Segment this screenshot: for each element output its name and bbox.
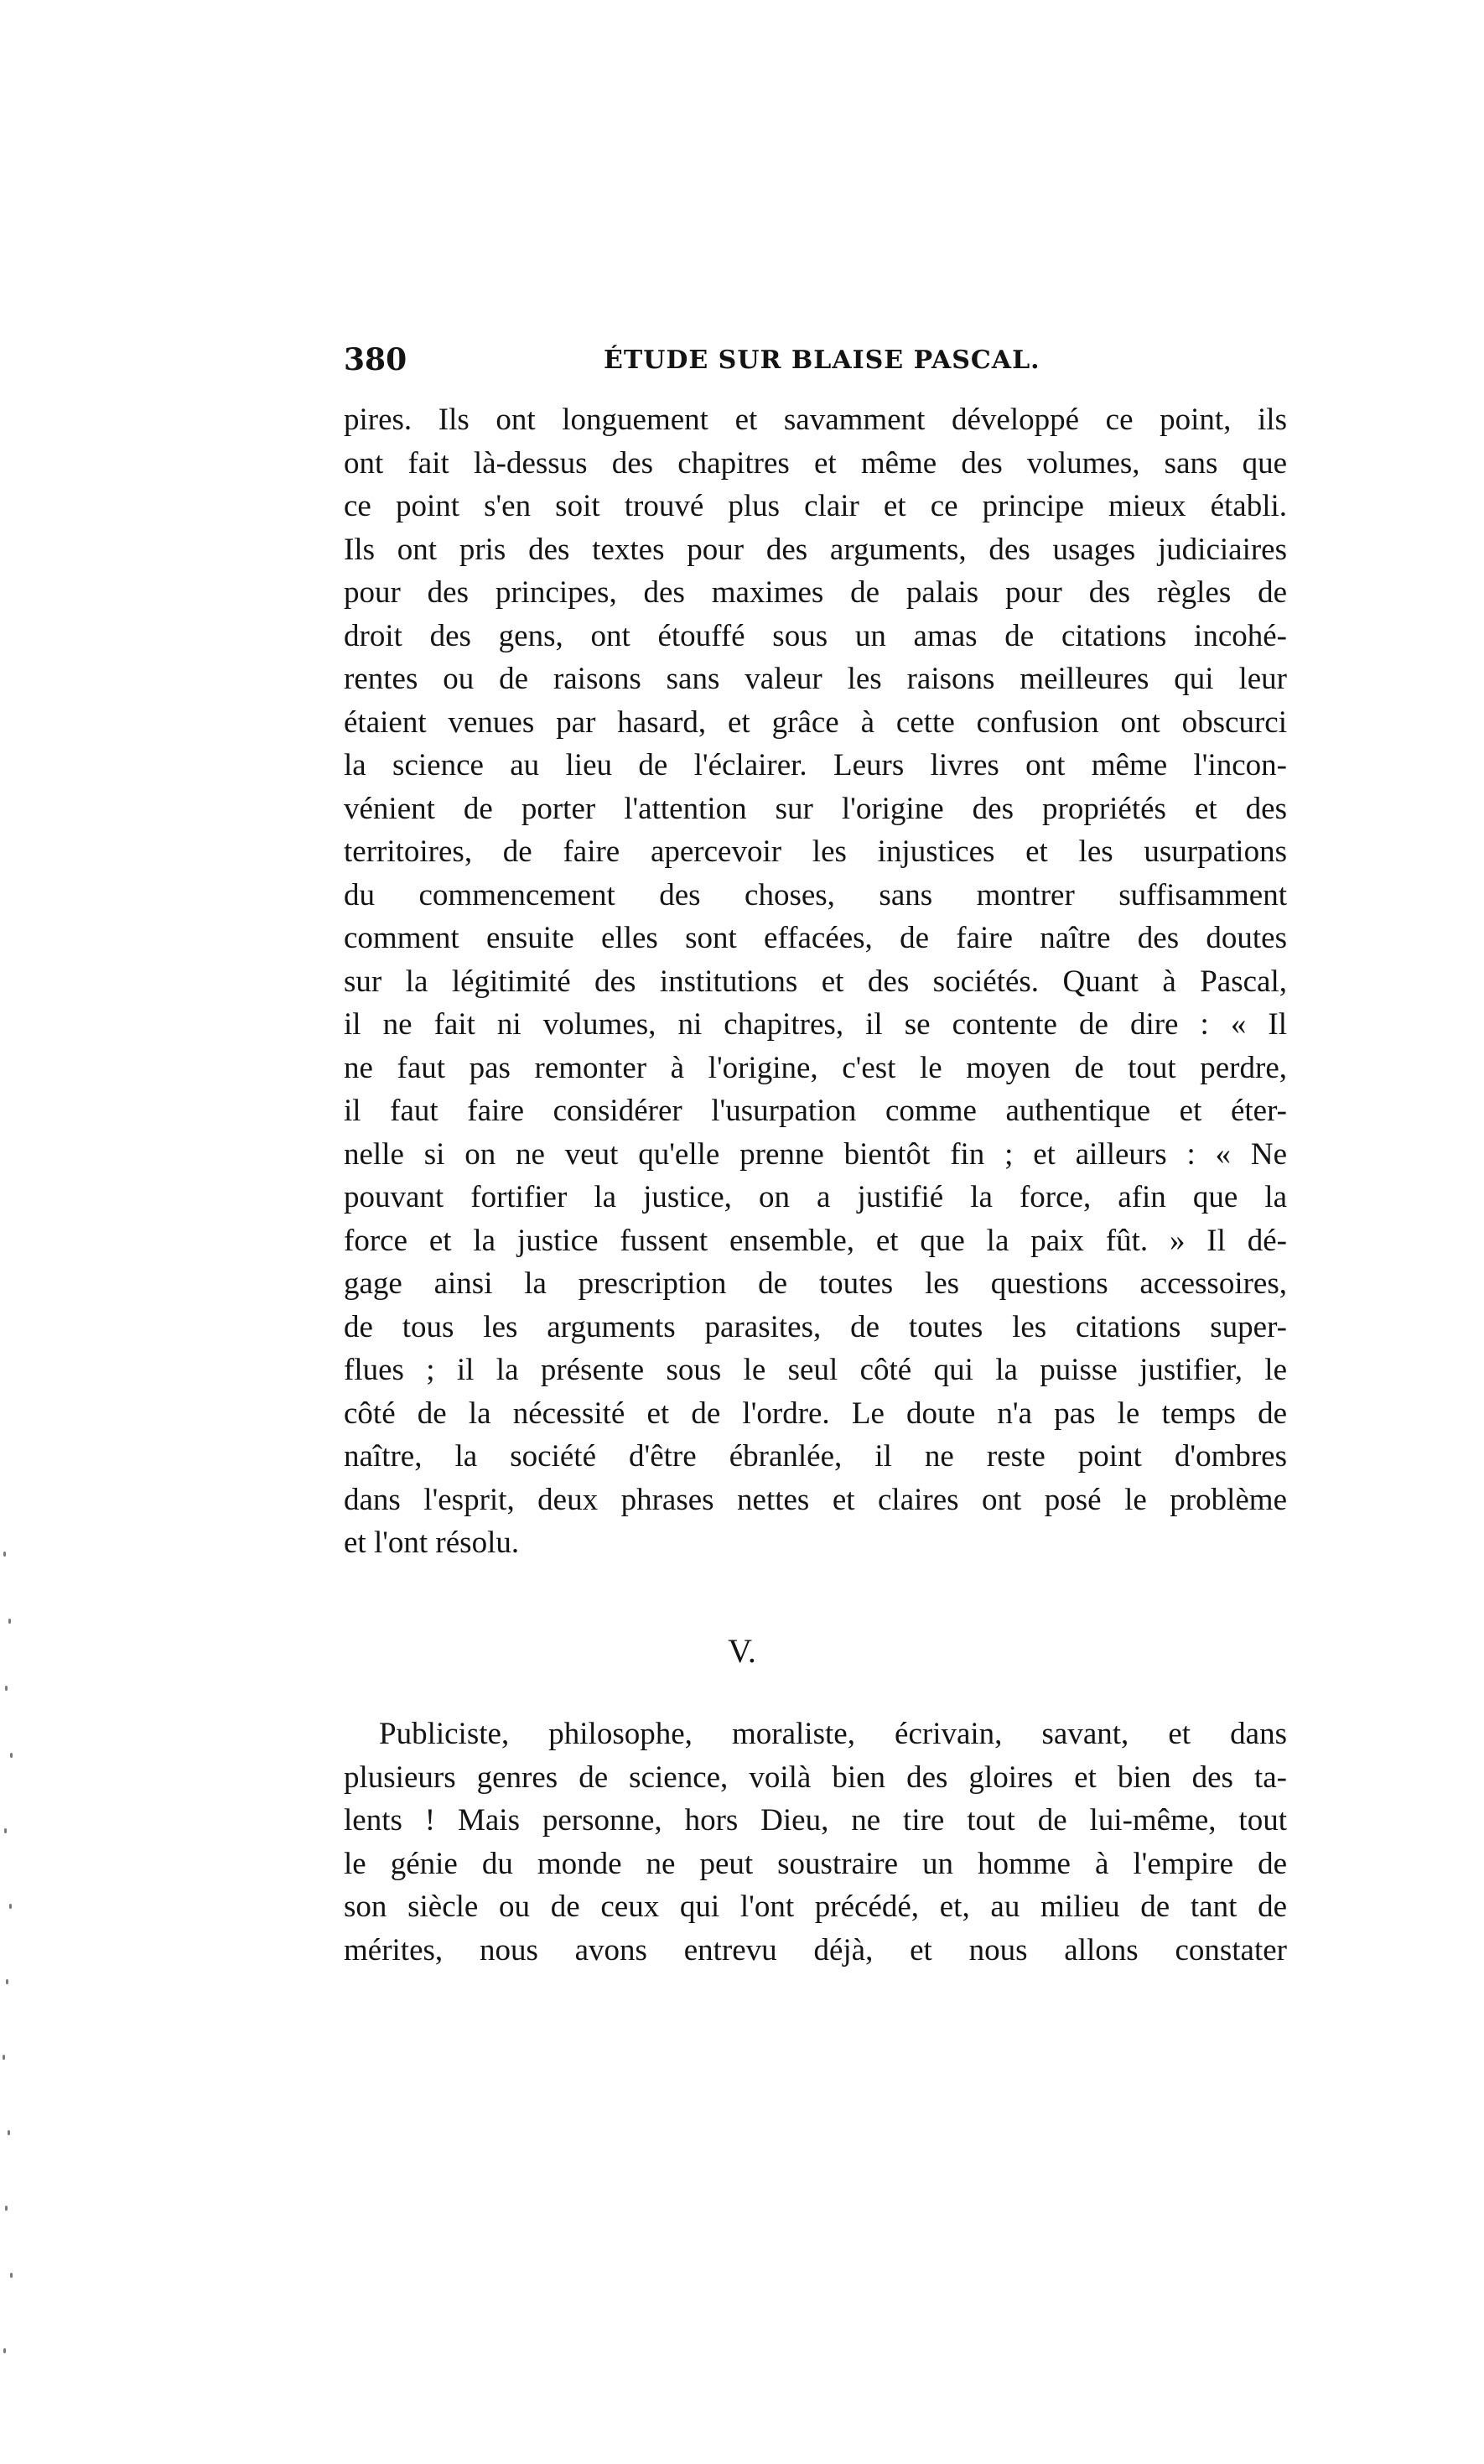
scan-speck xyxy=(10,2273,13,2278)
running-head: ÉTUDE SUR BLAISE PASCAL. xyxy=(604,346,1040,375)
page-number: 380 xyxy=(344,342,407,377)
scan-speck xyxy=(9,1904,12,1909)
text-line: force et la justice fussent ensemble, et que la paix fût. » Il dé- xyxy=(344,1223,1287,1258)
text-line: droit des gens, ont étouffé sous un amas de citations incohé- xyxy=(344,618,1287,653)
text-line: pires. Ils ont longuement et savamment développé ce point, ils xyxy=(344,403,1287,437)
text-line: il faut faire considérer l'usurpation comme authentique et éter- xyxy=(344,1094,1287,1128)
text-line: sur la légitimité des institutions et des sociétés. Quant à Pascal, xyxy=(344,964,1287,999)
text-line: dans l'esprit, deux phrases nettes et claires ont posé le problème xyxy=(344,1482,1287,1517)
text-line: Ils ont pris des textes pour des arguments, des usages judiciaires xyxy=(344,532,1287,567)
text-line: et l'ont résolu. xyxy=(344,1526,520,1560)
paragraph-2 xyxy=(344,1713,1287,1972)
text-line: comment ensuite elles sont effacées, de faire naître des doutes xyxy=(344,921,1287,955)
scan-speck xyxy=(5,1686,8,1691)
scan-speck xyxy=(3,2348,6,2353)
text-line: Publiciste, philosophe, moraliste, écrivain, savant, et dans xyxy=(379,1717,1287,1751)
scan-speck xyxy=(8,2130,10,2135)
text-line: son siècle ou de ceux qui l'ont précédé, et, au milieu de tant de xyxy=(344,1890,1287,1924)
text-line: il ne fait ni volumes, ni chapitres, il se contente de dire : « Il xyxy=(344,1007,1287,1042)
text-line: de tous les arguments parasites, de toutes les citations super- xyxy=(344,1309,1287,1344)
text-line: gage ainsi la prescription de toutes les questions accessoires, xyxy=(344,1266,1287,1301)
text-line: lents ! Mais personne, hors Dieu, ne tire tout de lui-même, tout xyxy=(344,1803,1287,1838)
scan-speck xyxy=(3,1552,6,1557)
text-line: du commencement des choses, sans montrer suffisamment xyxy=(344,877,1287,912)
text-line: mérites, nous avons entrevu déjà, et nous allons constater xyxy=(344,1932,1287,1968)
text-line: la science au lieu de l'éclairer. Leurs livres ont même l'incon- xyxy=(344,748,1287,782)
scan-speck xyxy=(5,2206,8,2211)
text-line: flues ; il la présente sous le seul côté qui la puisse justifier, le xyxy=(344,1353,1287,1387)
text-line: territoires, de faire apercevoir les injustices et les usurpations xyxy=(344,834,1287,869)
text-line: côté de la nécessité et de l'ordre. Le doute n'a pas le temps de xyxy=(344,1396,1287,1431)
scan-speck xyxy=(8,1619,11,1624)
text-line: ce point s'en soit trouvé plus clair et ce principe mieux établi. xyxy=(344,489,1287,523)
text-line: le génie du monde ne peut soustraire un homme à l'empire de xyxy=(344,1846,1287,1881)
text-line: étaient venues par hasard, et grâce à cette confusion ont obscurci xyxy=(344,704,1287,740)
scan-speck xyxy=(4,1828,7,1833)
scan-edge-specks xyxy=(0,1468,34,2432)
text-line: nelle si on ne veut qu'elle prenne bientôt fin ; et ailleurs : « Ne xyxy=(344,1136,1287,1172)
text-line: vénient de porter l'attention sur l'origine des propriétés et des xyxy=(344,791,1287,826)
text-line: pour des principes, des maximes de palais pour des règles de xyxy=(344,575,1287,610)
scan-speck xyxy=(3,2055,5,2060)
text-line: pouvant fortifier la justice, on a justifié la force, afin que la xyxy=(344,1180,1287,1214)
scan-speck xyxy=(10,1753,13,1758)
scan-speck xyxy=(6,1979,8,1984)
text-line: ont fait là-dessus des chapitres et même des volumes, sans que xyxy=(344,445,1287,481)
paragraph-1 xyxy=(344,398,1287,1565)
page-header xyxy=(344,335,1316,394)
text-line: plusieurs genres de science, voilà bien des gloires et bien des ta- xyxy=(344,1760,1287,1795)
text-line: naître, la société d'être ébranlée, il ne reste point d'ombres xyxy=(344,1439,1287,1474)
text-line: rentes ou de raisons sans valeur les raisons meilleures qui leur xyxy=(344,662,1287,696)
text-line: ne faut pas remonter à l'origine, c'est le moyen de tout perdre, xyxy=(344,1050,1287,1085)
section-number: V. xyxy=(728,1632,756,1670)
